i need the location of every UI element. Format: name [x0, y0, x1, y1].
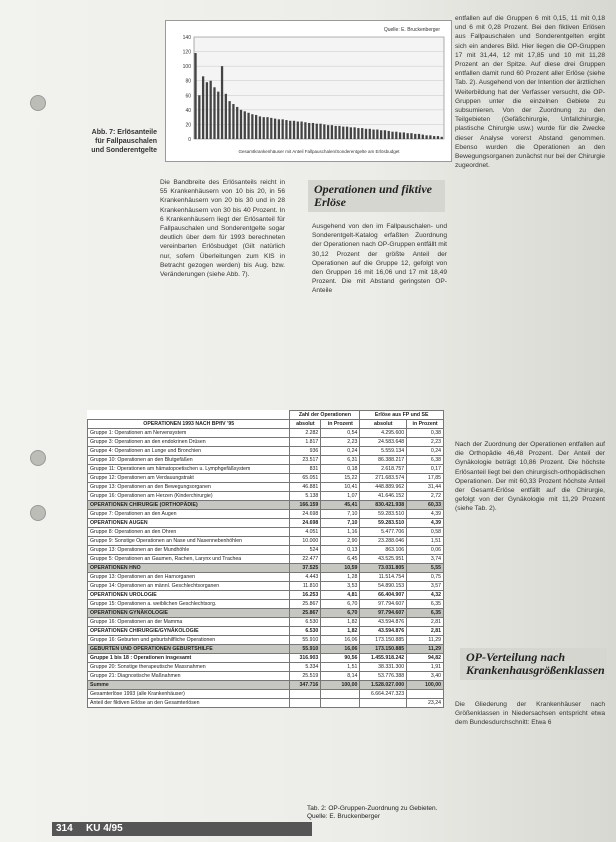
table-row	[88, 600, 444, 609]
y-tick-label: 20	[185, 122, 191, 129]
bar	[335, 126, 337, 139]
bar	[323, 124, 325, 139]
bar	[244, 111, 246, 139]
journal-label: KU 4/95	[86, 823, 123, 834]
bar	[437, 136, 439, 139]
bar	[422, 135, 424, 139]
cell-ops-abs: 65.051	[290, 474, 321, 483]
cell-rev-abs: 43.594.876	[360, 618, 407, 627]
table-row	[88, 663, 444, 672]
cell-ops-abs: 5.138	[290, 492, 321, 501]
bar	[240, 110, 242, 139]
cell-rev-pct: 1,51	[407, 537, 444, 546]
bar	[380, 130, 382, 139]
cell-rev-abs: 54.890.153	[360, 582, 407, 591]
cell-rev-pct: 0,38	[407, 429, 444, 438]
table-caption: Tab. 2: OP-Gruppen-Zuordnung zu Gebieten. Quelle: E. Bruckenberger	[307, 805, 438, 820]
cell-rev-abs: 38.331.300	[360, 663, 407, 672]
header-revenue: Erlöse aus FP und SE	[360, 411, 444, 420]
cell-ops-abs: 55.910	[290, 636, 321, 645]
cell-ops-abs: 4.051	[290, 528, 321, 537]
cell-ops-abs: 37.525	[290, 564, 321, 573]
cell-ops-abs: 25.867	[290, 609, 321, 618]
cell-rev-pct: 2,81	[407, 618, 444, 627]
table-row	[88, 627, 444, 636]
right-column-text-top: entfallen auf die Gruppen 6 mit 0,15, 11 mit 0,18 und 6 mit 0,28 Prozent. Bei den fiktiven Erlösen aus Fallpauschalen und Sonderentgelten ergibt sich ein anderes Bild. Hier liegen die OP-Gruppen 17 mit 31,44, 12 mit 17,85 und 10 mit 11,28 Prozent an der Spitze. Auf diese drei Gruppen entfallen damit rund 60 Prozent aller Erlöse (siehe Tab. 2). Ausgehend von der Intention der ärztlichen Weiterbildung hat der Verfasser versucht, die OP-Gruppen unter die einzelnen Gebiete zu subsumieren. Von der Zuordnung zu den Teilgebieten (Gefäßchirurgie, Unfallchirurgie, plastische Chirurgie usw.) wurde für die Zwecke dieser Analyse vorerst Abstand genommen. Ebenso wurden die Operationen an den Bewegungsorganen zunächst nur bei der Chirurgie zugeordnet.	[455, 15, 605, 170]
bar	[414, 134, 416, 139]
cell-rev-abs: 59.283.510	[360, 519, 407, 528]
cell-rev-abs: 24.583.648	[360, 438, 407, 447]
cell-ops-abs: 24.698	[290, 519, 321, 528]
cell-ops-abs: 6.530	[290, 618, 321, 627]
cell-ops-abs: 166.159	[290, 501, 321, 510]
cell-rev-pct: 23,24	[407, 699, 444, 708]
op-group-table	[87, 410, 444, 708]
row-label: OPERATIONEN CHIRURGIE (ORTHOPÄDIE)	[88, 501, 290, 510]
y-tick-label: 60	[185, 93, 191, 100]
bar	[312, 123, 314, 139]
legend-label: Quelle: E. Bruckenberger	[383, 27, 440, 33]
row-label: Gruppe 10: Operationen an den Blutgefäßen	[88, 456, 290, 465]
bar	[194, 53, 196, 139]
cell-rev-abs: 1.455.918.242	[360, 654, 407, 663]
cell-ops-abs: 6.530	[290, 627, 321, 636]
binder-hole	[30, 505, 46, 521]
cell-rev-pct: 0,24	[407, 447, 444, 456]
cell-ops-abs: 5.334	[290, 663, 321, 672]
cell-ops-pct	[321, 699, 360, 708]
row-label: Gruppe 13: Operationen an den Harnorganen	[88, 573, 290, 582]
bar	[255, 115, 257, 139]
table-row	[88, 555, 444, 564]
row-label: Gruppe 11: Operationen am hämatopoetischen u. Lymphgefäßsystem	[88, 465, 290, 474]
cell-ops-pct: 1,28	[321, 573, 360, 582]
bar	[410, 133, 412, 139]
row-label: Summe	[88, 681, 290, 690]
cell-rev-pct: 6,35	[407, 600, 444, 609]
cell-rev-abs: 4.295.600	[360, 429, 407, 438]
cell-rev-pct: 17,85	[407, 474, 444, 483]
cell-rev-pct: 6,38	[407, 456, 444, 465]
bar	[407, 133, 409, 139]
cell-rev-abs: 53.776.388	[360, 672, 407, 681]
row-label: Gruppe 16: Geburten und geburtshilfliche Operationen	[88, 636, 290, 645]
row-label: OPERATIONEN HNO	[88, 564, 290, 573]
cell-ops-pct: 0,54	[321, 429, 360, 438]
cell-ops-abs	[290, 690, 321, 699]
cell-ops-pct: 6,70	[321, 609, 360, 618]
cell-ops-pct: 1,16	[321, 528, 360, 537]
cell-ops-pct: 3,53	[321, 582, 360, 591]
row-label: Gesamterlöse 1993 (alle Krankenhäuser)	[88, 690, 290, 699]
right-column-text-last: Die Gliederung der Krankenhäuser nach Größenklassen in Niedersachsen entspricht etwa dem Bundesdurchschnitt: Etwa 6	[455, 701, 605, 727]
binder-hole	[30, 450, 46, 466]
bar	[388, 131, 390, 139]
bar	[282, 119, 284, 139]
cell-ops-pct: 10,41	[321, 483, 360, 492]
bar	[342, 127, 344, 139]
cell-rev-abs: 73.031.805	[360, 564, 407, 573]
cell-rev-abs	[360, 699, 407, 708]
subheader-percent: in Prozent	[321, 420, 360, 429]
cell-ops-pct: 6,70	[321, 600, 360, 609]
bar	[213, 87, 215, 139]
table-row	[88, 645, 444, 654]
bar	[346, 127, 348, 139]
bar	[429, 135, 431, 139]
bar	[285, 120, 287, 139]
cell-rev-abs: 863.106	[360, 546, 407, 555]
cell-ops-abs: 22.477	[290, 555, 321, 564]
cell-rev-abs: 66.404.907	[360, 591, 407, 600]
cell-rev-pct: 11,29	[407, 645, 444, 654]
cell-ops-pct: 1,51	[321, 663, 360, 672]
row-label: Gruppe 14: Operationen an männl. Geschlechtsorganen	[88, 582, 290, 591]
cell-ops-pct: 6,45	[321, 555, 360, 564]
table-row	[88, 483, 444, 492]
section-heading-operations: Operationen und fiktive Erlöse	[308, 180, 445, 212]
bar	[403, 132, 405, 139]
cell-ops-pct: 8,14	[321, 672, 360, 681]
cell-rev-pct: 2,81	[407, 627, 444, 636]
table-row	[88, 519, 444, 528]
cell-ops-pct: 90,56	[321, 654, 360, 663]
cell-ops-pct: 10,59	[321, 564, 360, 573]
table-row	[88, 636, 444, 645]
cell-ops-abs: 347.716	[290, 681, 321, 690]
cell-rev-abs: 23.288.046	[360, 537, 407, 546]
cell-rev-abs: 11.514.754	[360, 573, 407, 582]
row-label: Gruppe 15: Operationen a. weiblichen Geschlechtsorg.	[88, 600, 290, 609]
bar	[247, 113, 249, 139]
cell-ops-abs: 24.698	[290, 510, 321, 519]
row-label: OPERATIONEN UROLOGIE	[88, 591, 290, 600]
y-tick-label: 0	[188, 137, 191, 143]
header-op-title: OPERATIONEN 1993 NACH BPflV '95	[88, 420, 290, 429]
row-label: OPERATIONEN GYNÄKOLOGIE	[88, 609, 290, 618]
binder-hole	[30, 95, 46, 111]
cell-rev-abs: 6.664.247.323	[360, 690, 407, 699]
cell-rev-abs: 2.618.757	[360, 465, 407, 474]
cell-rev-pct: 6,35	[407, 609, 444, 618]
bar	[316, 124, 318, 139]
cell-ops-abs: 10.000	[290, 537, 321, 546]
row-label: Gruppe 16: Operationen am Herzen (Kinderchirurgie)	[88, 492, 290, 501]
bar	[372, 130, 374, 139]
y-tick-label: 120	[182, 49, 191, 56]
cell-rev-abs: 830.421.938	[360, 501, 407, 510]
chart-canvas	[166, 21, 451, 161]
bar	[202, 76, 204, 139]
row-label: Gruppe 12: Operationen am Verdauungstrakt	[88, 474, 290, 483]
cell-rev-abs: 59.283.510	[360, 510, 407, 519]
table-row	[88, 528, 444, 537]
row-label: Gruppe 8: Operationen an den Ohren	[88, 528, 290, 537]
bar	[263, 117, 265, 139]
bar	[221, 66, 223, 139]
table-row	[88, 690, 444, 699]
table-row	[88, 438, 444, 447]
cell-ops-abs: 316.903	[290, 654, 321, 663]
bar	[425, 135, 427, 139]
table-row	[88, 699, 444, 708]
cell-ops-pct: 1,07	[321, 492, 360, 501]
table-row	[88, 591, 444, 600]
bar	[391, 132, 393, 139]
cell-rev-abs: 448.889.962	[360, 483, 407, 492]
bar	[228, 101, 230, 139]
cell-ops-pct: 0,24	[321, 447, 360, 456]
bar	[278, 119, 280, 139]
bar	[259, 116, 261, 139]
bar	[384, 130, 386, 139]
cell-ops-abs: 1.817	[290, 438, 321, 447]
y-tick-label: 100	[182, 64, 191, 71]
cell-rev-pct: 3,57	[407, 582, 444, 591]
row-label: Gruppe 5: Operationen an Gaumen, Rachen, Larynx und Trachea	[88, 555, 290, 564]
bar	[327, 125, 329, 139]
cell-rev-abs: 41.646.152	[360, 492, 407, 501]
bar	[300, 122, 302, 139]
cell-ops-pct: 16,06	[321, 645, 360, 654]
cell-ops-pct: 100,00	[321, 681, 360, 690]
bar	[331, 125, 333, 139]
row-label: Gruppe 20: Sonstige therapeutische Massnahmen	[88, 663, 290, 672]
row-label: Anteil der fiktiven Erlöse an den Gesamterlösen	[88, 699, 290, 708]
cell-rev-pct: 0,06	[407, 546, 444, 555]
cell-rev-pct: 0,17	[407, 465, 444, 474]
cell-rev-pct: 94,82	[407, 654, 444, 663]
table-row	[88, 447, 444, 456]
cell-rev-abs: 5.559.134	[360, 447, 407, 456]
cell-ops-abs: 25.867	[290, 600, 321, 609]
table-row	[88, 474, 444, 483]
cell-rev-abs: 43.594.876	[360, 627, 407, 636]
bar	[399, 132, 401, 139]
table-row	[88, 582, 444, 591]
bar	[210, 81, 212, 139]
cell-ops-abs: 23.517	[290, 456, 321, 465]
cell-rev-abs: 43.525.951	[360, 555, 407, 564]
cell-ops-pct: 16,06	[321, 636, 360, 645]
bar	[225, 94, 227, 139]
cell-rev-pct: 5,55	[407, 564, 444, 573]
bar	[369, 129, 371, 139]
cell-rev-pct: 3,74	[407, 555, 444, 564]
cell-ops-pct: 7,10	[321, 510, 360, 519]
table-row	[88, 681, 444, 690]
bar	[376, 130, 378, 139]
cell-rev-abs: 1.528.027.000	[360, 681, 407, 690]
cell-rev-pct: 2,23	[407, 438, 444, 447]
bar	[304, 122, 306, 139]
cell-rev-pct: 4,32	[407, 591, 444, 600]
bar-chart	[165, 20, 452, 162]
cell-ops-abs: 11.810	[290, 582, 321, 591]
cell-rev-abs: 173.150.885	[360, 636, 407, 645]
cell-ops-abs: 55.910	[290, 645, 321, 654]
bar	[365, 129, 367, 139]
bar	[251, 114, 253, 139]
bar	[198, 95, 200, 139]
table-row	[88, 573, 444, 582]
cell-rev-pct: 31,44	[407, 483, 444, 492]
bar	[353, 127, 355, 139]
cell-rev-pct: 100,00	[407, 681, 444, 690]
cell-rev-pct: 3,40	[407, 672, 444, 681]
bar	[266, 117, 268, 139]
bar	[289, 121, 291, 139]
cell-rev-pct: 2,72	[407, 492, 444, 501]
row-label: Gruppe 4: Operationen an Lunge und Bronchien	[88, 447, 290, 456]
section-heading-op-distribution: OP-Verteilung nach Krankenhausgrößenklassen	[460, 648, 607, 680]
cell-ops-pct: 2,90	[321, 537, 360, 546]
table-row	[88, 510, 444, 519]
cell-rev-pct: 60,33	[407, 501, 444, 510]
bar	[395, 132, 397, 139]
middle-column-text: Ausgehend von den im Fallpauschalen- und Sonderentgelt-Katalog erfaßten Zuordnung der Operationen nach OP-Gruppen entfällt mit 30,12 Prozent der größte Anteil der Operationen auf die Gruppe 12, gefolgt von den Gruppen 16 mit 16,06 und 17 mit 18,49 Prozent. Die mit Abstand geringsten OP-Anteile	[312, 223, 447, 295]
bar	[206, 82, 208, 139]
cell-rev-abs: 5.477.706	[360, 528, 407, 537]
bar	[357, 128, 359, 139]
table-row	[88, 429, 444, 438]
y-tick-label: 80	[185, 78, 191, 85]
cell-ops-pct: 4,81	[321, 591, 360, 600]
bar	[274, 119, 276, 139]
row-label: Gruppe 7: Operationen an den Augen	[88, 510, 290, 519]
row-label: Gruppe 9: Sonstige Operationen an Nase und Nasennebenhöhlen	[88, 537, 290, 546]
cell-rev-abs: 86.388.217	[360, 456, 407, 465]
cell-ops-abs	[290, 699, 321, 708]
row-label: Gruppe 13: Operationen an den Bewegungsorganen	[88, 483, 290, 492]
y-tick-label: 140	[182, 35, 191, 41]
table-row	[88, 501, 444, 510]
header-operations-count: Zahl der Operationen	[290, 411, 360, 420]
cell-ops-pct: 2,23	[321, 438, 360, 447]
table-row	[88, 456, 444, 465]
cell-ops-abs: 2.282	[290, 429, 321, 438]
cell-rev-pct	[407, 690, 444, 699]
y-tick-label: 40	[185, 107, 191, 114]
cell-ops-abs: 4.443	[290, 573, 321, 582]
bar	[441, 137, 443, 139]
table-row	[88, 564, 444, 573]
cell-ops-pct: 1,82	[321, 627, 360, 636]
cell-rev-abs: 97.794.607	[360, 609, 407, 618]
bar	[338, 126, 340, 139]
bar	[297, 122, 299, 139]
cell-rev-pct: 4,39	[407, 519, 444, 528]
row-label: OPERATIONEN CHIRURGIE/GYNÄKOLOGIE	[88, 627, 290, 636]
bar	[361, 128, 363, 139]
bar	[308, 123, 310, 139]
cell-ops-abs: 524	[290, 546, 321, 555]
cell-ops-abs: 831	[290, 465, 321, 474]
left-column-text: Die Bandbreite des Erlösanteils reicht in 55 Krankenhäusern von 10 bis 20, in 56 Krankenhäusern von 20 bis 30 und in 28 Krankenhäusern von 30 bis 40 Prozent. In 6 Krankenhäusern liegt der Erlösanteil für Fallpauschalen und Sonderentgelte sogar deutlich über dem für 1993 berechneten vereinbarten Erlösbudget (Gilt natürlich nur, sofern Überleitungen zum KIS in Betracht gezogen werden) bis Aug. bzw. Veränderungen (siehe Abb. 7).	[160, 179, 285, 279]
cell-rev-pct: 1,91	[407, 663, 444, 672]
cell-ops-pct	[321, 690, 360, 699]
bar	[217, 92, 219, 139]
cell-ops-abs: 46.881	[290, 483, 321, 492]
plot-area	[194, 37, 444, 139]
bar	[270, 118, 272, 139]
cell-rev-abs: 97.794.607	[360, 600, 407, 609]
cell-ops-pct: 6,31	[321, 456, 360, 465]
table-row	[88, 654, 444, 663]
cell-ops-pct: 0,13	[321, 546, 360, 555]
table-row	[88, 492, 444, 501]
table-row	[88, 672, 444, 681]
row-label: Gruppe 13: Operationen an der Mundhöhle	[88, 546, 290, 555]
bar	[232, 104, 234, 139]
cell-ops-pct: 0,18	[321, 465, 360, 474]
row-label: Gruppe 3: Operationen an den endokrinen Drüsen	[88, 438, 290, 447]
cell-ops-pct: 15,22	[321, 474, 360, 483]
row-label: Gruppe 1 bis 18 : Operationen insgesamt	[88, 654, 290, 663]
table-row	[88, 537, 444, 546]
cell-rev-abs: 271.683.574	[360, 474, 407, 483]
cell-ops-abs: 936	[290, 447, 321, 456]
cell-ops-pct: 1,82	[321, 618, 360, 627]
page-number: 314	[56, 823, 73, 834]
row-label: GEBURTEN UND OPERATIONEN GEBURTSHILFE	[88, 645, 290, 654]
figure-caption: Abb. 7: Erlösanteile für Fallpauschalen und Sonderentgelte	[91, 129, 157, 154]
cell-ops-pct: 7,10	[321, 519, 360, 528]
bar	[236, 107, 238, 139]
cell-rev-abs: 173.150.885	[360, 645, 407, 654]
subheader-percent: in Prozent	[407, 420, 444, 429]
row-label: Gruppe 1: Operationen am Nervensystem	[88, 429, 290, 438]
cell-rev-pct: 4,39	[407, 510, 444, 519]
cell-ops-abs: 16.253	[290, 591, 321, 600]
table-row	[88, 618, 444, 627]
bar	[418, 134, 420, 139]
subheader-absolute: absolut	[290, 420, 321, 429]
cell-rev-pct: 0,75	[407, 573, 444, 582]
subheader-absolute: absolut	[360, 420, 407, 429]
table-row	[88, 546, 444, 555]
bar	[350, 127, 352, 139]
row-label: OPERATIONEN AUGEN	[88, 519, 290, 528]
cell-ops-abs: 25.519	[290, 672, 321, 681]
cell-rev-pct: 0,58	[407, 528, 444, 537]
table-row	[88, 465, 444, 474]
bar	[319, 124, 321, 139]
x-axis-label: Gesamtkrankenhäuser mit Anteil Fallpauschalen/Sonderentgelte am Erlösbudget	[238, 149, 400, 154]
right-column-text-bottom: Nach der Zuordnung der Operationen entfallen auf die Orthopädie 46,48 Prozent. Der Anteil der Gynäkologie beträgt 10,86 Prozent. Die höchste Erlösanteil liegt bei den chirurgisch-orthopädischen Operationen. Der mit 60,33 Prozent höchste Anteil der Gesamt-Erlöse entfällt auf die Chirurgie, gefolgt von der Gynäkologie mit 11,29 Prozent (siehe Tab. 2).	[455, 441, 605, 513]
row-label: Gruppe 16: Operationen an der Mamma	[88, 618, 290, 627]
bar	[433, 136, 435, 139]
cell-ops-pct: 45,41	[321, 501, 360, 510]
row-label: Gruppe 21: Diagnostische Maßnahmen	[88, 672, 290, 681]
cell-rev-pct: 11,29	[407, 636, 444, 645]
bar	[293, 121, 295, 139]
table-row	[88, 609, 444, 618]
